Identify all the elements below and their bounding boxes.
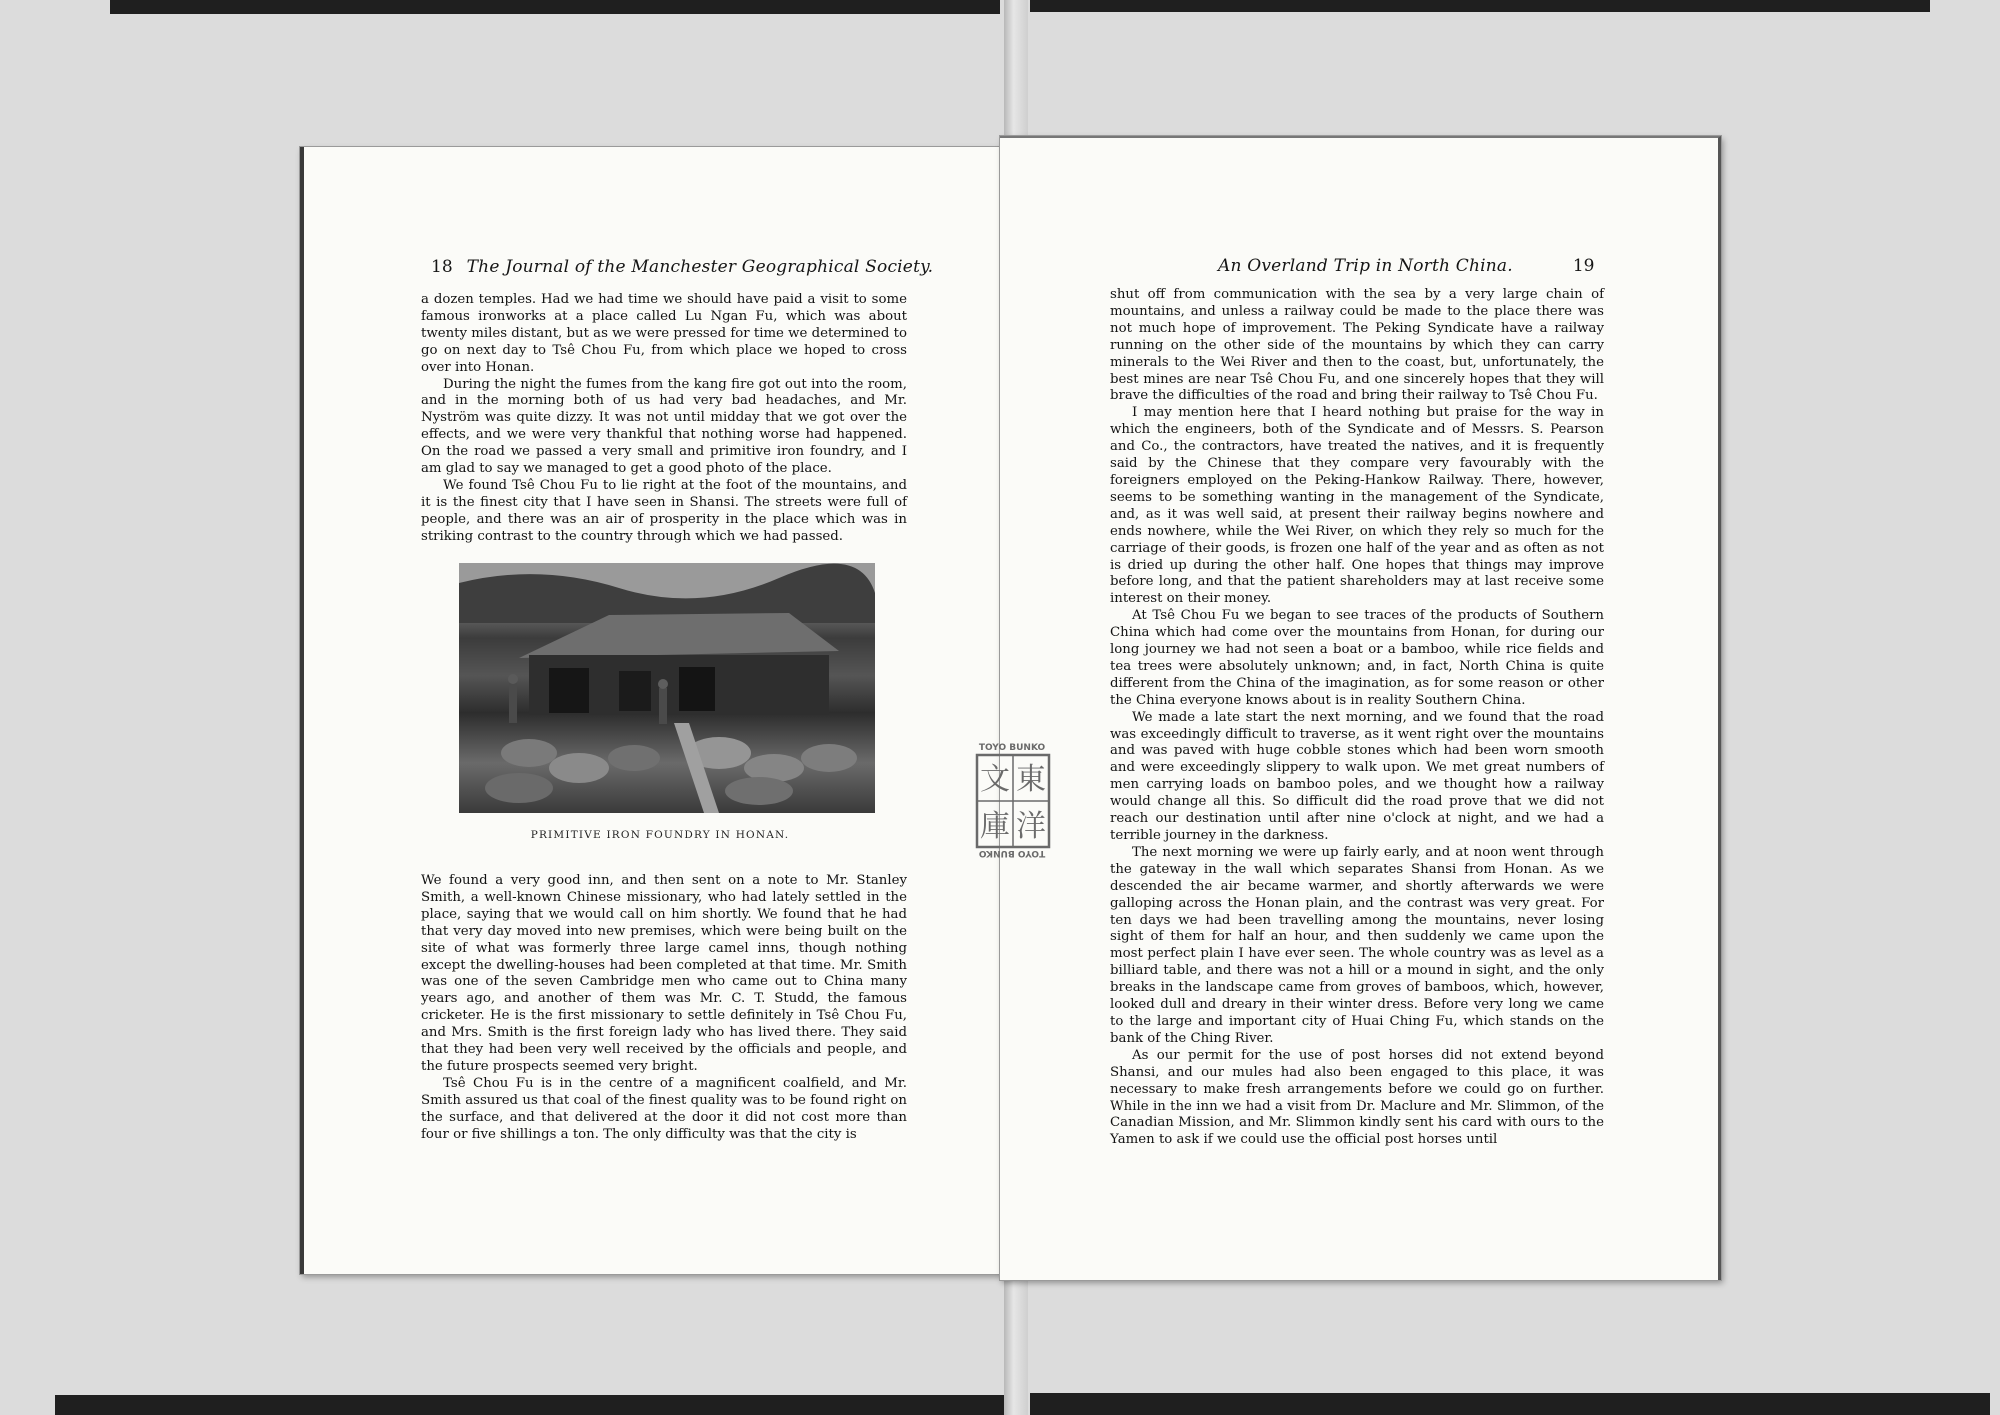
- paragraph: I may mention here that I heard nothing but praise for the way in which the engineers, both of the Syndicate and of Messrs. S. Pearson and Co., the contractors, have treated the natives, and it is frequently said by the Chinese that they compare very favourably with the foreigners employed on the Peking-Hankow Railway. There, however, seems to be something wanting in the management of the Syndicate, and, as it was well said, at present their railway begins nowhere and ends nowhere, while the Wei River, on which they rely so much for the carriage of their goods, is frozen one half of the year and as often as not is dried up during the other half. One hopes that things may improve before long, and that the patient shareholders may at last receive some interest on their money.: [1110, 405, 1604, 607]
- right-page-number: 19: [1572, 256, 1595, 276]
- stamp-char: 東: [1016, 762, 1046, 797]
- paragraph: shut off from communication with the sea by a very large chain of mountains, and unless a railway could be made to the place there was not much hope of improvement. The Peking Syndicate have a railway running on the other side of the mountains by which they can carry minerals to the Wei River and then to the coast, but, unfortunately, the best mines are near Tsê Chou Fu, and one sincerely hopes that they will brave the difficulties of the road and bring their railway to Tsê Chou Fu.: [1110, 287, 1604, 404]
- paragraph: As our permit for the use of post horses did not extend beyond Shansi, and our mules had also been engaged to this place, it was necessary to make fresh arrangements before we could go on further. While in the inn we had a visit from Dr. Maclure and Mr. Slimmon, of the Canadian Mission, and Mr. Slimmon kindly sent his card with ours to the Yamen to ask if we could use the official post horses until: [1110, 1047, 1604, 1148]
- right-page: [1000, 136, 1721, 1280]
- stamp-char: 庫: [980, 809, 1010, 844]
- left-page-number: 18: [431, 257, 453, 277]
- paragraph: a dozen temples. Had we had time we should have paid a visit to some famous ironworks at a place called Lu Ngan Fu, which was about twenty miles distant, but as we were pressed for time we determined to go on next day to Tsê Chou Fu, from which place we hoped to cross over into Honan.: [421, 292, 907, 375]
- right-running-title: An Overland Trip in North China.: [1218, 256, 1513, 276]
- paragraph: We found Tsê Chou Fu to lie right at the foot of the mountains, and it is the finest city that I have seen in Shansi. The streets were full of people, and there was an air of prosperity in the place which was in striking contrast to the country through which we had passed.: [421, 477, 907, 544]
- left-text-bottom: [421, 873, 907, 1144]
- stamp-bottom-text: TOYO BUNKO: [978, 848, 1046, 858]
- left-page: [300, 147, 1016, 1274]
- library-stamp: [965, 740, 1060, 860]
- photo-caption: PRIMITIVE IRON FOUNDRY IN HONAN.: [530, 829, 790, 841]
- paragraph: During the night the fumes from the kang fire got out into the room, and in the morning both of us had very bad headaches, and Mr. Nyström was quite dizzy. It was not until midday that we got over the effects, and we were very thankful that nothing worse had happened. On the road we passed a very small and primitive iron foundry, and I am glad to say we managed to get a good photo of the place.: [421, 376, 907, 477]
- iron-foundry-photo: [459, 563, 875, 813]
- paragraph: We made a late start the next morning, and we found that the road was exceedingly difficult to traverse, as it went right over the mountains and was paved with huge cobble stones which had been worn smooth and were exceedingly slippery to walk upon. We met great numbers of men carrying loads on bamboo poles, and we thought how a railway would change all this. So difficult did the road prove that we did not reach our destination until after nine o'clock at night, and we had a terrible journey in the darkness.: [1110, 709, 1604, 843]
- left-running-title: The Journal of the Manchester Geographical Society.: [466, 257, 934, 277]
- stamp-char: 文: [980, 762, 1010, 797]
- right-running-head: [1218, 256, 1608, 276]
- scan-border-top-right: [1030, 0, 1930, 12]
- scan-border-bottom-left: [55, 1395, 1015, 1415]
- left-text-top: [421, 292, 907, 546]
- stamp-top-text: TOYO BUNKO: [978, 743, 1046, 753]
- right-text: [1110, 287, 1604, 1149]
- paragraph: Tsê Chou Fu is in the centre of a magnificent coalfield, and Mr. Smith assured us that coal of the finest quality was to be found right on the surface, and that delivered at the door it did not cost more than four or five shillings a ton. The only difficulty was that the city is: [421, 1075, 907, 1142]
- paragraph: We found a very good inn, and then sent on a note to Mr. Stanley Smith, a well-known Chinese missionary, who had lately settled in the place, saying that we would call on him shortly. We found that he had that very day moved into new premises, which were being built on the site of what was formerly three large camel inns, though nothing except the dwelling-houses had been completed at that time. Mr. Smith was one of the seven Cambridge men who came out to China many years ago, and another of them was Mr. C. T. Studd, the famous cricketer. He is the first missionary to settle definitely in Tsê Chou Fu, and Mrs. Smith is the first foreign lady who has lived there. They said that they had been very well received by the officials and people, and the future prospects seemed very bright.: [421, 873, 907, 1074]
- paragraph: At Tsê Chou Fu we began to see traces of the products of Southern China which had come over the mountains from Honan, for during our long journey we had not seen a boat or a bamboo, while rice fields and tea trees were absolutely unknown; and, in fact, North China is quite different from the China of the imagination, as for some reason or other the China everyone knows about is in reality Southern China.: [1110, 608, 1604, 708]
- scan-border-bottom-right: [1030, 1393, 1990, 1415]
- left-running-head: [417, 257, 933, 277]
- scan-border-top-left: [110, 0, 1000, 14]
- stamp-char: 洋: [1016, 809, 1046, 844]
- paragraph: The next morning we were up fairly early, and at noon went through the gateway in the wall which separates Shansi from Honan. As we descended the air became warmer, and shortly afterwards we were galloping across the Honan plain, and the contrast was very great. For ten days we had been travelling among the mountains, never losing sight of them for half an hour, and then suddenly we came upon the most perfect plain I have ever seen. The whole country was as level as a billiard table, and there was not a hill or a mound in sight, and the only breaks in the landscape came from groves of bamboos, which, however, looked dull and dreary in their winter dress. Before very long we came to the large and important city of Huai Ching Fu, which stands on the bank of the Ching River.: [1110, 844, 1604, 1046]
